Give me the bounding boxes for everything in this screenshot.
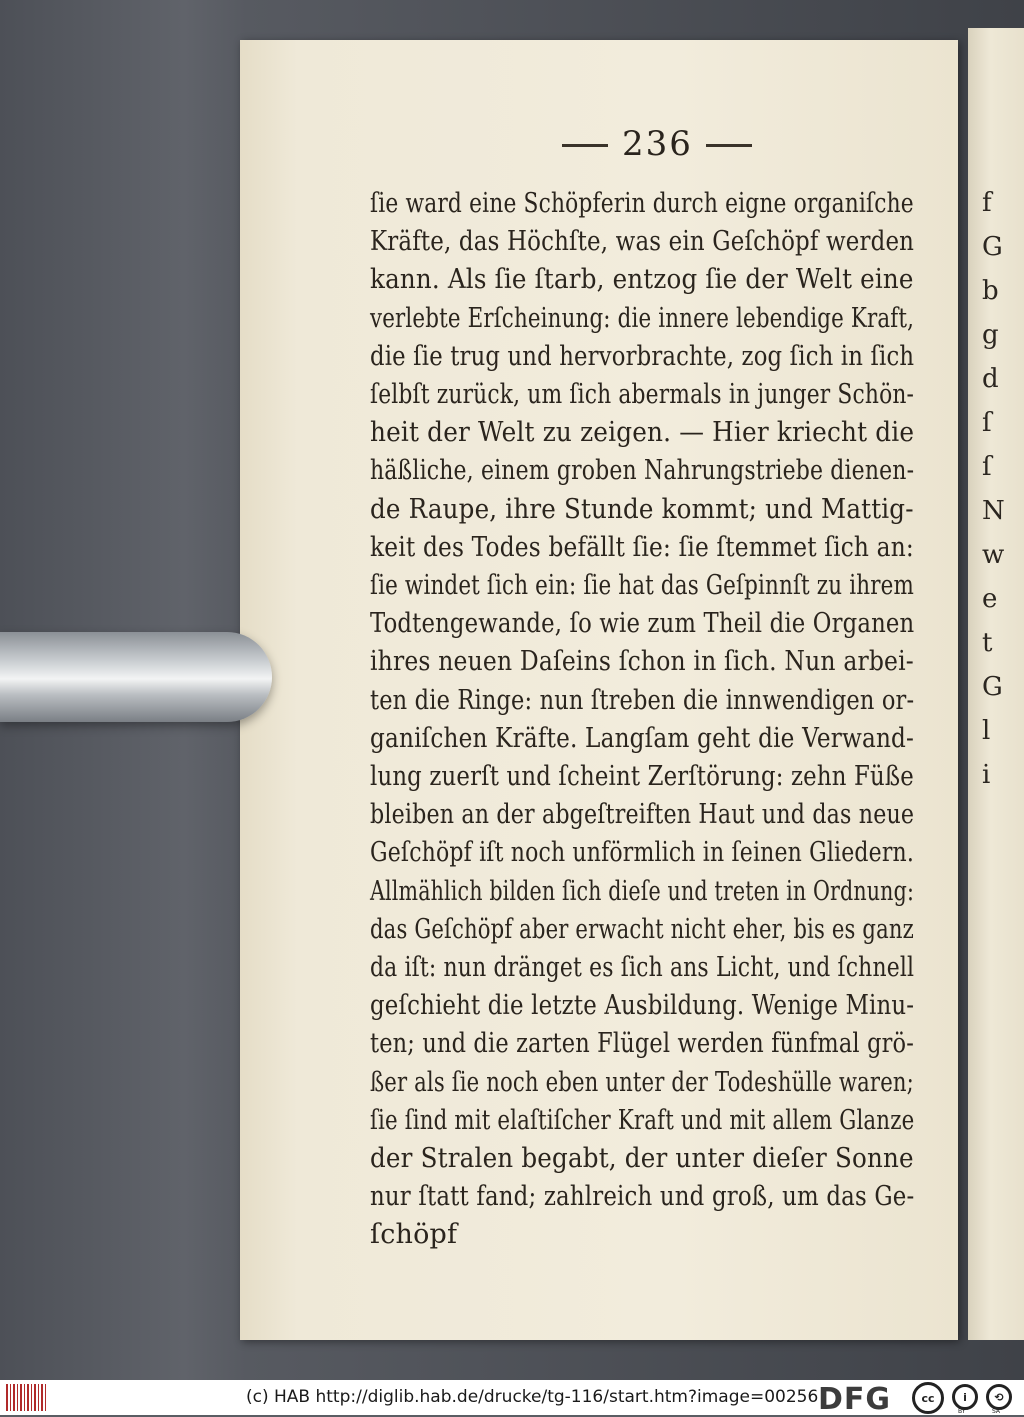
facing-page-letter: e — [982, 584, 998, 614]
text-line: geſchieht die letzte Ausbildung. Wenige Minu- — [370, 990, 915, 1022]
text-line: verlebte Erſcheinung: die innere lebendige Kraft, — [370, 302, 915, 334]
text-line: lung zuerſt und ſcheint Zerſtörung: zehn Füße — [370, 761, 914, 792]
credit-link[interactable]: (c) HAB http://diglib.hab.de/drucke/tg-116/start.htm?image=00256 — [246, 1387, 819, 1407]
cc-by-label: BY — [958, 1408, 966, 1415]
text-line: heit der Welt zu zeigen. — Hier kriecht die — [370, 417, 915, 449]
text-line: Allmählich bilden ſich dieſe und treten in Ordnung: — [370, 875, 915, 907]
dfg-logo: DFG — [818, 1382, 892, 1417]
text-line: ßer als ſie noch eben unter der Todeshülle waren; — [370, 1066, 914, 1098]
facing-page-letter: t — [982, 628, 993, 658]
page-number: 236 — [622, 124, 693, 164]
facing-page-letter: i — [982, 760, 991, 790]
text-line: de Raupe, ihre Stunde kommt; und Mattig- — [370, 493, 914, 525]
page-number-dash-right — [706, 144, 752, 147]
text-line: kann. Als ſie ſtarb, entzog ſie der Welt eine — [370, 264, 914, 296]
book-page — [240, 40, 958, 1340]
text-line: ihres neuen Daſeins ſchon in ſich. Nun arbei- — [370, 646, 914, 678]
text-line: ſie ward eine Schöpferin durch eigne organiſche — [370, 188, 914, 219]
facing-page-letter: w — [982, 540, 1005, 570]
facing-page-letter: ſ — [982, 452, 992, 482]
cc-sa-icon: ⟲ — [986, 1384, 1012, 1410]
text-line: ſelbſt zurück, um ſich abermals in junger Schön- — [370, 379, 915, 410]
facing-page-letter: G — [982, 672, 1003, 702]
facing-page-letter: N — [982, 496, 1005, 526]
facing-page-letter: l — [982, 716, 991, 746]
text-line: nur ſtatt fand; zahlreich und groß, um das Ge- — [370, 1181, 915, 1213]
text-line: Geſchöpf iſt noch unförmlich in ſeinen Gliedern. — [370, 837, 914, 869]
page-clamp — [0, 632, 272, 722]
text-line: ten die Ringe: nun ſtreben die innwendigen or- — [370, 684, 915, 716]
text-line: häßliche, einem groben Nahrungstriebe dienen- — [370, 455, 915, 487]
facing-page-letter: d — [982, 364, 999, 394]
text-line: Kräfte, das Höchſte, was ein Geſchöpf werden — [370, 226, 915, 258]
hab-logo — [6, 1384, 46, 1411]
text-line: ſchöpf — [370, 1219, 458, 1251]
facing-page-letter: f — [982, 188, 992, 218]
page-number-dash-left — [562, 144, 608, 147]
text-line: ſie ſind mit elaſtiſcher Kraft und mit allem Glanze — [370, 1104, 915, 1136]
cc-sa-label: SA — [992, 1408, 1001, 1415]
text-line: keit des Todes befällt ſie: ſie ſtemmet ſich an: — [370, 531, 914, 563]
text-line: das Geſchöpf aber erwacht nicht eher, bis es ganz — [370, 913, 914, 945]
facing-page-letter: ſ — [982, 408, 992, 438]
text-line: Todtengewande, ſo wie zum Theil die Organen — [370, 608, 915, 640]
facing-page-letter: g — [982, 320, 999, 350]
cc-license-icon[interactable]: cc — [912, 1382, 944, 1414]
facing-page-edge — [968, 28, 1024, 1340]
text-line: da iſt: nun dränget es ſich ans Licht, und ſchnell — [370, 952, 915, 983]
text-line: der Stralen begabt, der unter dieſer Sonne — [370, 1143, 914, 1174]
text-line: ten; und die zarten Flügel werden fünfmal grö- — [370, 1028, 914, 1060]
facing-page-letter: G — [982, 232, 1003, 262]
text-line: die ſie trug und hervorbrachte, zog ſich in ſich — [370, 340, 915, 372]
facing-page-letter: b — [982, 276, 999, 306]
cc-by-icon: i — [952, 1384, 978, 1410]
text-line: ganiſchen Kräfte. Langſam geht die Verwand- — [370, 722, 915, 754]
text-line: ſie windet ſich ein: ſie hat das Geſpinnſt zu ihrem — [370, 570, 914, 601]
text-line: bleiben an der abgeſtreiften Haut und das neue — [370, 799, 915, 831]
footer-bar — [0, 1380, 1024, 1415]
